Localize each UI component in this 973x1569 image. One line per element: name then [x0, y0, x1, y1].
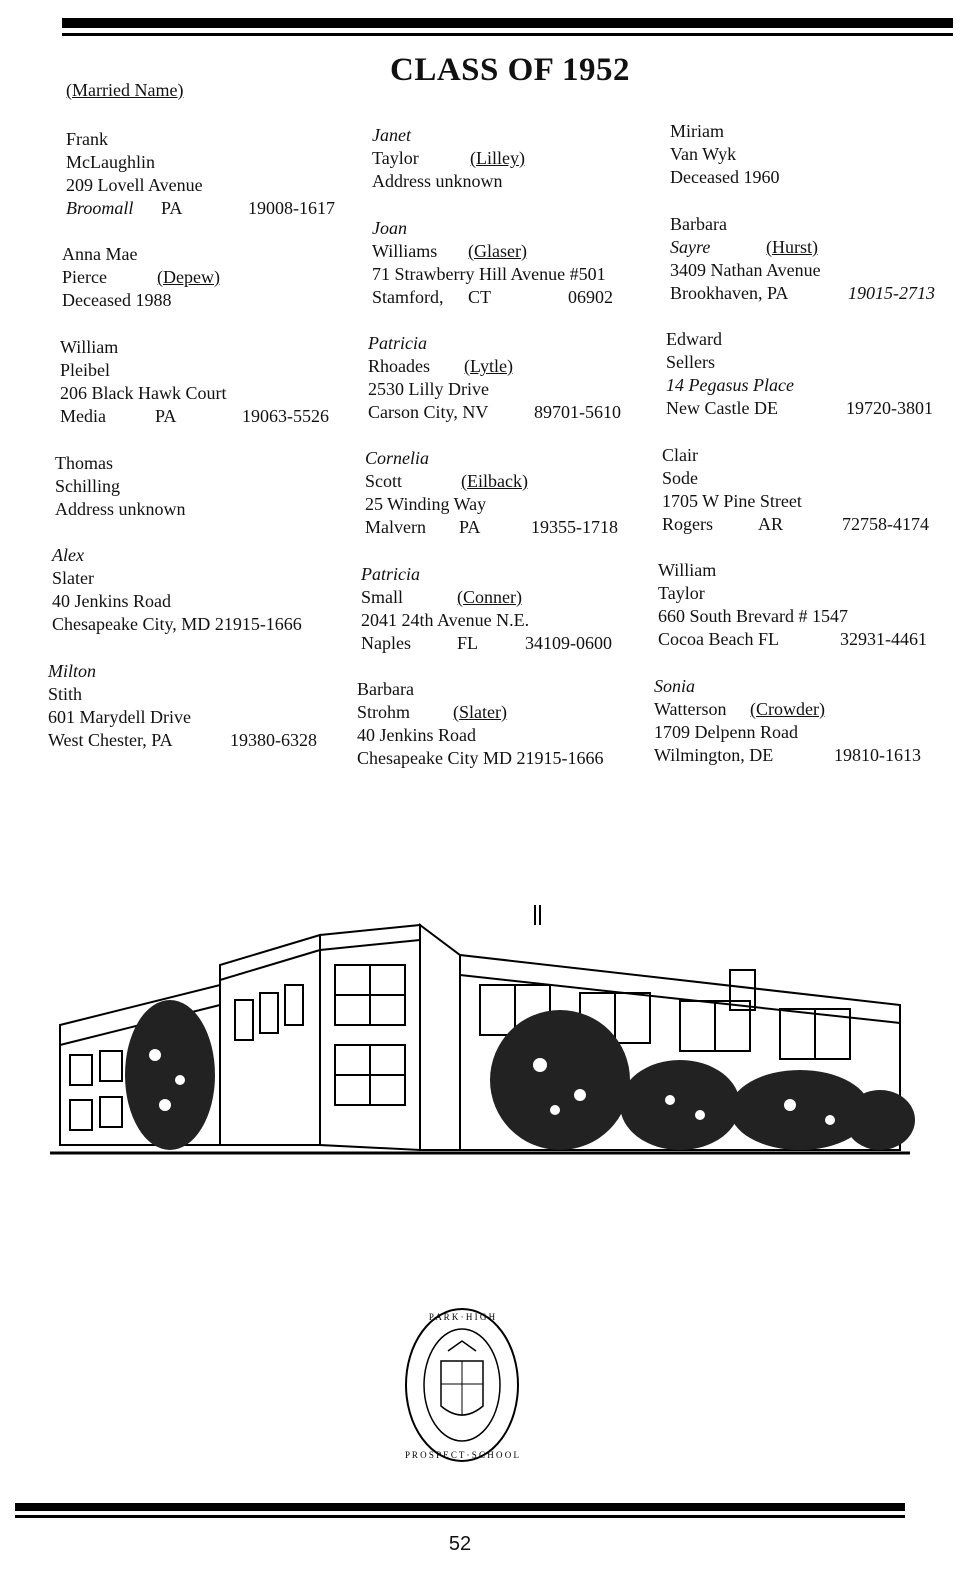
classmate-entry [670, 120, 950, 189]
city: Chesapeake City, MD [52, 614, 211, 634]
last-name: Watterson [654, 699, 727, 719]
classmate-entry [60, 336, 350, 428]
state: CT [468, 287, 492, 307]
married-name: (Hurst) [766, 237, 818, 257]
classmate-entry [52, 544, 342, 636]
street-address: 660 South Brevard # 1547 [658, 606, 848, 626]
page-title: CLASS OF 1952 [390, 52, 630, 88]
last-name: Strohm [357, 702, 411, 722]
first-name: Barbara [670, 214, 727, 234]
first-name: Frank [66, 129, 108, 149]
last-name: Van Wyk [670, 144, 737, 164]
school-building-illustration [40, 905, 920, 1185]
zip-code: 19720-3801 [846, 398, 933, 418]
school-seal-logo [403, 1306, 521, 1464]
first-name: Clair [662, 445, 698, 465]
state: PA [155, 406, 177, 426]
zip-code: 19810-1613 [834, 745, 921, 765]
first-name: Alex [52, 545, 84, 565]
city: New Castle DE [666, 398, 778, 418]
zip-code: 19355-1718 [531, 517, 618, 537]
classmate-entry [357, 678, 647, 770]
last-name: Sayre [670, 237, 711, 257]
street-address: Deceased 1960 [670, 167, 780, 187]
married-name: (Lilley) [470, 148, 525, 168]
first-name: Patricia [361, 564, 420, 584]
last-name: Pleibel [60, 360, 110, 380]
married-name: (Depew) [157, 267, 220, 287]
street-address: Deceased 1988 [62, 290, 172, 310]
city: Naples [361, 633, 411, 653]
zip-code: 89701-5610 [534, 402, 621, 422]
married-name: (Lytle) [464, 356, 513, 376]
last-name: McLaughlin [66, 152, 155, 172]
city: Media [60, 406, 106, 426]
married-name: (Eilback) [461, 471, 528, 491]
classmate-entry [55, 452, 345, 521]
classmate-entry [361, 563, 641, 655]
last-name: Taylor [658, 583, 705, 603]
svg-text:P A R K · H I G H: P A R K · H I G H [428, 1312, 496, 1322]
last-name: Small [361, 587, 404, 607]
street-address: 25 Winding Way [365, 494, 487, 514]
first-name: William [60, 337, 119, 357]
zip-code: 21915-1666 [214, 614, 302, 634]
state: PA [161, 198, 183, 218]
first-name: Janet [372, 125, 411, 145]
city: West Chester, PA [48, 730, 173, 750]
top-rule [62, 18, 953, 28]
classmate-entry [66, 128, 356, 220]
classmate-entry [658, 559, 948, 651]
zip-code: 32931-4461 [840, 629, 927, 649]
last-name: Sode [662, 468, 698, 488]
street-address: 209 Lovell Avenue [66, 175, 203, 195]
first-name: Thomas [55, 453, 113, 473]
married-name: (Crowder) [750, 699, 825, 719]
classmate-entry [62, 243, 352, 312]
city: Malvern [365, 517, 426, 537]
first-name: Edward [666, 329, 722, 349]
street-address: 1709 Delpenn Road [654, 722, 798, 742]
street-address: 601 Marydell Drive [48, 707, 191, 727]
first-name: William [658, 560, 717, 580]
last-name: Sellers [666, 352, 715, 372]
first-name: Milton [48, 661, 96, 681]
state: PA [459, 517, 481, 537]
state: FL [457, 633, 479, 653]
city: Rogers [662, 514, 713, 534]
city: Brookhaven, PA [670, 283, 789, 303]
page-number: 52 [448, 1533, 472, 1555]
married-name: (Slater) [453, 702, 507, 722]
first-name: Sonia [654, 676, 696, 696]
city: Cocoa Beach FL [658, 629, 779, 649]
first-name: Patricia [368, 333, 427, 353]
street-address: Address unknown [55, 499, 186, 519]
zip-code: 34109-0600 [525, 633, 612, 653]
married-name: (Conner) [457, 587, 522, 607]
street-address: 14 Pegasus Place [666, 375, 794, 395]
first-name: Joan [372, 218, 407, 238]
classmate-entry [368, 332, 648, 424]
classmate-entry [654, 675, 944, 767]
classmate-entry [666, 328, 956, 420]
first-name: Anna Mae [62, 244, 138, 264]
classmate-entry [365, 447, 645, 539]
last-name: Slater [52, 568, 94, 588]
last-name: Stith [48, 684, 83, 704]
city: Wilmington, DE [654, 745, 774, 765]
zip-code: 19015-2713 [848, 283, 935, 303]
bottom-rule-thin [15, 1515, 905, 1518]
city: Chesapeake City MD 21915-1666 [357, 748, 604, 768]
last-name: Scott [365, 471, 403, 491]
city: Stamford, [372, 287, 444, 307]
street-address: 71 Strawberry Hill Avenue #501 [372, 264, 606, 284]
classmate-entry [372, 217, 652, 309]
street-address: 2530 Lilly Drive [368, 379, 489, 399]
married-name-header: (Married Name) [66, 80, 184, 100]
first-name: Cornelia [365, 448, 430, 468]
zip-code: 19380-6328 [230, 730, 317, 750]
zip-code: 19008-1617 [248, 198, 335, 218]
street-address: 40 Jenkins Road [52, 591, 171, 611]
zip-code: 06902 [568, 287, 613, 307]
married-name: (Glaser) [468, 241, 527, 261]
zip-code: 72758-4174 [842, 514, 929, 534]
first-name: Barbara [357, 679, 414, 699]
city: Broomall [66, 198, 134, 218]
street-address: 3409 Nathan Avenue [670, 260, 821, 280]
top-rule-thin [62, 33, 953, 36]
last-name: Rhoades [368, 356, 430, 376]
street-address: 1705 W Pine Street [662, 491, 802, 511]
bottom-rule [15, 1503, 905, 1511]
last-name: Pierce [62, 267, 107, 287]
classmate-entry [670, 213, 960, 305]
street-address: 2041 24th Avenue N.E. [361, 610, 530, 630]
street-address: 206 Black Hawk Court [60, 383, 227, 403]
last-name: Taylor [372, 148, 419, 168]
state: AR [758, 514, 784, 534]
svg-text:P R O S P E C T · S C H O O L: P R O S P E C T · S C H O O L [404, 1450, 520, 1460]
classmate-entry [662, 444, 952, 536]
last-name: Schilling [55, 476, 121, 496]
first-name: Miriam [670, 121, 724, 141]
last-name: Williams [372, 241, 438, 261]
classmate-entry [48, 660, 338, 752]
street-address: 40 Jenkins Road [357, 725, 476, 745]
street-address: Address unknown [372, 171, 503, 191]
zip-code: 19063-5526 [242, 406, 329, 426]
classmate-entry [372, 124, 652, 193]
city: Carson City, NV [368, 402, 489, 422]
